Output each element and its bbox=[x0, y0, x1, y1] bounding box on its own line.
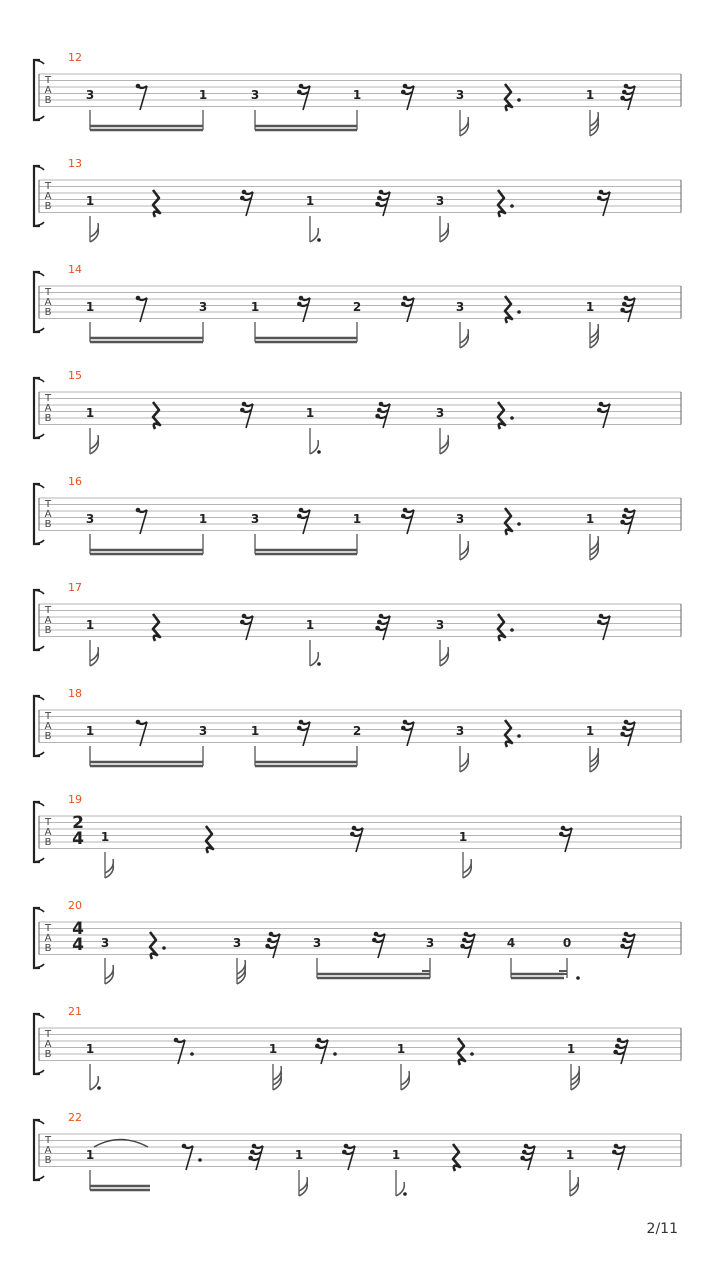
measure-number: 16 bbox=[68, 475, 82, 488]
fret-number: 1 bbox=[585, 300, 595, 314]
measure-number: 14 bbox=[68, 263, 82, 276]
tab-clef-letter: B bbox=[44, 943, 52, 954]
rest-dot-head bbox=[622, 514, 627, 519]
rest-dot-head bbox=[620, 520, 625, 525]
rest-dot bbox=[517, 98, 521, 102]
fret-number: 1 bbox=[305, 194, 315, 208]
rest-dot bbox=[470, 1052, 474, 1056]
rest-dot-head bbox=[297, 514, 302, 519]
fret-number: 1 bbox=[250, 300, 260, 314]
fret-number: 3 bbox=[455, 512, 465, 526]
rest-dot-head bbox=[615, 1044, 620, 1049]
rest-dot-head bbox=[242, 402, 247, 407]
tab-clef-letter: T bbox=[44, 287, 52, 298]
tab-clef-letter: T bbox=[44, 605, 52, 616]
rest-dot-head bbox=[252, 1144, 257, 1149]
note-dot bbox=[317, 450, 321, 454]
rest-dot bbox=[162, 946, 166, 950]
fret-number: 3 bbox=[198, 300, 208, 314]
rest-dot-head bbox=[242, 614, 247, 619]
fret-number: 2 bbox=[352, 300, 362, 314]
rest-dot-head bbox=[352, 826, 357, 831]
tab-clef-letter: A bbox=[44, 509, 52, 520]
rest-dot-head bbox=[597, 196, 602, 201]
rest-dot bbox=[510, 204, 514, 208]
rest-dot-head bbox=[622, 726, 627, 731]
rest-dot-head bbox=[597, 620, 602, 625]
page-number: 2/11 bbox=[646, 1221, 678, 1237]
rest-dot-head bbox=[464, 932, 469, 937]
note-dot bbox=[97, 1086, 101, 1090]
rest-dot-head bbox=[379, 402, 384, 407]
rest-dot bbox=[517, 734, 521, 738]
rest-dot bbox=[517, 522, 521, 526]
measure-number: 15 bbox=[68, 369, 82, 382]
rest-dot-head bbox=[624, 296, 629, 301]
tab-clef-letter: B bbox=[44, 1155, 52, 1166]
rest-dot-head bbox=[315, 1044, 320, 1049]
rest-dot-head bbox=[299, 720, 304, 725]
fret-number: 0 bbox=[562, 936, 572, 950]
tab-clef-letter: B bbox=[44, 201, 52, 212]
fret-number: 3 bbox=[100, 936, 110, 950]
rest-dot-head bbox=[524, 1144, 529, 1149]
bracket-hook bbox=[34, 646, 44, 650]
rest-dot-head bbox=[403, 508, 408, 513]
rest-dot-head bbox=[299, 84, 304, 89]
tab-clef-letter: A bbox=[44, 1039, 52, 1050]
bracket-hook bbox=[34, 802, 44, 806]
rest-dot-head bbox=[297, 726, 302, 731]
rest-dot bbox=[190, 1052, 194, 1056]
fret-number: 1 bbox=[565, 1148, 575, 1162]
fret-number: 3 bbox=[250, 88, 260, 102]
rest-dot bbox=[333, 1052, 337, 1056]
staff-system bbox=[34, 51, 681, 136]
fret-number: 1 bbox=[352, 88, 362, 102]
rest-dot-head bbox=[617, 1038, 622, 1043]
tab-clef-letter: A bbox=[44, 191, 52, 202]
rest-dot-head bbox=[350, 832, 355, 837]
rest-dot-head bbox=[265, 944, 270, 949]
bracket-hook bbox=[34, 1120, 44, 1124]
quarter-rest bbox=[206, 826, 213, 853]
tab-clef-letter: A bbox=[44, 85, 52, 96]
bracket-hook bbox=[34, 116, 44, 120]
rest-dot-head bbox=[344, 1144, 349, 1149]
fret-number: 3 bbox=[455, 300, 465, 314]
fret-number: 3 bbox=[435, 194, 445, 208]
bracket-hook bbox=[34, 590, 44, 594]
bracket-hook bbox=[34, 858, 44, 862]
fret-number: 1 bbox=[85, 724, 95, 738]
rest-dot-head bbox=[403, 84, 408, 89]
fret-number: 1 bbox=[305, 406, 315, 420]
rest-dot-head bbox=[620, 308, 625, 313]
rest-dot-head bbox=[401, 90, 406, 95]
quarter-rest bbox=[505, 720, 512, 747]
rest-dot-head bbox=[379, 614, 384, 619]
rest-dot-head bbox=[614, 1144, 619, 1149]
bracket-hook bbox=[34, 964, 44, 968]
quarter-rest bbox=[153, 190, 160, 217]
time-signature-denominator: 4 bbox=[72, 935, 84, 955]
fret-number: 3 bbox=[85, 88, 95, 102]
fret-number: 2 bbox=[352, 724, 362, 738]
tab-clef-letter: B bbox=[44, 413, 52, 424]
quarter-rest bbox=[150, 932, 157, 959]
quarter-rest bbox=[458, 1038, 465, 1065]
rest-dot-head bbox=[267, 938, 272, 943]
quarter-rest bbox=[453, 1144, 460, 1171]
fret-number: 1 bbox=[352, 512, 362, 526]
rest-dot-head bbox=[403, 296, 408, 301]
bracket-hook bbox=[34, 166, 44, 170]
tab-clef-letter: T bbox=[44, 711, 52, 722]
tab-clef-letter: B bbox=[44, 625, 52, 636]
rest-dot bbox=[510, 416, 514, 420]
fret-number: 1 bbox=[100, 830, 110, 844]
rest-dot-head bbox=[597, 408, 602, 413]
note-dot bbox=[317, 238, 321, 242]
tab-clef-letter: T bbox=[44, 817, 52, 828]
rest-dot-head bbox=[520, 1156, 525, 1161]
rest-dot-head bbox=[622, 302, 627, 307]
rest-dot-head bbox=[375, 626, 380, 631]
fret-number: 1 bbox=[585, 512, 595, 526]
rest-dot-head bbox=[136, 84, 141, 89]
fret-number: 1 bbox=[85, 618, 95, 632]
bracket-hook bbox=[34, 1014, 44, 1018]
tab-clef-letter: A bbox=[44, 615, 52, 626]
measure-number: 18 bbox=[68, 687, 82, 700]
measure-number: 19 bbox=[68, 793, 82, 806]
staff-system bbox=[34, 581, 681, 666]
time-signature-numerator: 4 bbox=[72, 919, 84, 939]
fret-number: 3 bbox=[85, 512, 95, 526]
fret-number: 1 bbox=[198, 512, 208, 526]
bracket-hook bbox=[34, 752, 44, 756]
rest-dot-head bbox=[342, 1150, 347, 1155]
rest-dot-head bbox=[622, 938, 627, 943]
rest-dot-head bbox=[403, 720, 408, 725]
rest-dot-head bbox=[462, 938, 467, 943]
rest-dot-head bbox=[374, 932, 379, 937]
bracket-hook bbox=[34, 378, 44, 382]
fret-number: 3 bbox=[425, 936, 435, 950]
measure-number: 22 bbox=[68, 1111, 82, 1124]
bracket-hook bbox=[34, 1070, 44, 1074]
rest-dot-head bbox=[401, 726, 406, 731]
staff-system bbox=[34, 899, 681, 984]
rest-dot-head bbox=[624, 720, 629, 725]
tab-clef-letter: A bbox=[44, 721, 52, 732]
rest-dot-head bbox=[182, 1144, 187, 1149]
fret-number: 1 bbox=[85, 1042, 95, 1056]
rest-dot-head bbox=[460, 944, 465, 949]
quarter-rest bbox=[505, 84, 512, 111]
fret-number: 1 bbox=[585, 88, 595, 102]
tab-clef-letter: T bbox=[44, 75, 52, 86]
rest-dot-head bbox=[620, 96, 625, 101]
tab-clef-letter: T bbox=[44, 393, 52, 404]
staff-system bbox=[34, 793, 681, 878]
rest-dot-head bbox=[174, 1038, 179, 1043]
rest-dot-head bbox=[317, 1038, 322, 1043]
rest-dot-head bbox=[379, 190, 384, 195]
rest-dot-head bbox=[624, 508, 629, 513]
tab-clef-letter: T bbox=[44, 923, 52, 934]
rest-dot-head bbox=[250, 1150, 255, 1155]
bracket-hook bbox=[34, 328, 44, 332]
fret-number: 1 bbox=[391, 1148, 401, 1162]
quarter-rest bbox=[498, 402, 505, 429]
fret-number: 1 bbox=[268, 1042, 278, 1056]
staff-system bbox=[34, 1111, 681, 1196]
tab-clef-letter: T bbox=[44, 1029, 52, 1040]
staff-system bbox=[34, 687, 681, 772]
fret-number: 3 bbox=[198, 724, 208, 738]
note-flag bbox=[310, 652, 318, 666]
bracket-hook bbox=[34, 60, 44, 64]
fret-number: 3 bbox=[455, 88, 465, 102]
rest-dot-head bbox=[620, 944, 625, 949]
time-signature-denominator: 4 bbox=[72, 829, 84, 849]
quarter-rest bbox=[505, 296, 512, 323]
rest-dot-head bbox=[559, 832, 564, 837]
measure-number: 21 bbox=[68, 1005, 82, 1018]
rest-dot-head bbox=[136, 296, 141, 301]
fret-number: 1 bbox=[458, 830, 468, 844]
rest-dot-head bbox=[299, 508, 304, 513]
fret-number: 1 bbox=[294, 1148, 304, 1162]
rest-dot-head bbox=[624, 932, 629, 937]
staff-system bbox=[34, 1005, 681, 1090]
tab-clef-letter: B bbox=[44, 731, 52, 742]
rest-dot bbox=[510, 628, 514, 632]
rest-dot-head bbox=[401, 514, 406, 519]
rest-dot-head bbox=[401, 302, 406, 307]
rest-dot-head bbox=[377, 620, 382, 625]
fret-number: 3 bbox=[455, 724, 465, 738]
quarter-rest bbox=[505, 508, 512, 535]
bracket-hook bbox=[34, 272, 44, 276]
rest-dot-head bbox=[561, 826, 566, 831]
tab-clef-letter: T bbox=[44, 499, 52, 510]
rest-dot-head bbox=[269, 932, 274, 937]
fret-number: 1 bbox=[85, 300, 95, 314]
rest-dot-head bbox=[620, 732, 625, 737]
tab-clef-letter: A bbox=[44, 827, 52, 838]
rest-dot-head bbox=[372, 938, 377, 943]
note-flag bbox=[310, 440, 318, 454]
quarter-rest bbox=[153, 614, 160, 641]
fret-number: 1 bbox=[85, 1148, 95, 1162]
tab-clef-letter: A bbox=[44, 933, 52, 944]
fret-number: 3 bbox=[232, 936, 242, 950]
tab-clef-letter: B bbox=[44, 95, 52, 106]
quarter-rest bbox=[498, 190, 505, 217]
rest-dot-head bbox=[248, 1156, 253, 1161]
tab-clef-letter: B bbox=[44, 307, 52, 318]
note-flag bbox=[310, 228, 318, 242]
tab-clef-letter: B bbox=[44, 837, 52, 848]
fret-number: 1 bbox=[85, 406, 95, 420]
measure-number: 17 bbox=[68, 581, 82, 594]
staff-system bbox=[34, 157, 681, 242]
rest-dot bbox=[198, 1158, 202, 1162]
rest-dot-head bbox=[240, 408, 245, 413]
rest-dot-head bbox=[377, 196, 382, 201]
fret-number: 3 bbox=[435, 406, 445, 420]
measure-number: 13 bbox=[68, 157, 82, 170]
rest-dot-head bbox=[612, 1150, 617, 1155]
rest-dot-head bbox=[299, 296, 304, 301]
tab-clef-letter: T bbox=[44, 1135, 52, 1146]
rest-dot-head bbox=[297, 90, 302, 95]
rest-dot-head bbox=[599, 402, 604, 407]
rest-dot-head bbox=[240, 196, 245, 201]
rest-dot-head bbox=[375, 414, 380, 419]
staff-system bbox=[34, 369, 681, 454]
bracket-hook bbox=[34, 1176, 44, 1180]
quarter-rest bbox=[153, 402, 160, 429]
rest-dot-head bbox=[375, 202, 380, 207]
fret-number: 3 bbox=[250, 512, 260, 526]
rest-dot-head bbox=[613, 1050, 618, 1055]
note-flag bbox=[396, 1182, 404, 1196]
rest-dot-head bbox=[624, 84, 629, 89]
rest-dot bbox=[517, 310, 521, 314]
staff-system bbox=[34, 475, 681, 560]
fret-number: 1 bbox=[198, 88, 208, 102]
rest-dot-head bbox=[242, 190, 247, 195]
tab-clef-letter: A bbox=[44, 403, 52, 414]
bracket-hook bbox=[34, 696, 44, 700]
measure-number: 20 bbox=[68, 899, 82, 912]
fret-number: 3 bbox=[435, 618, 445, 632]
bracket-hook bbox=[34, 908, 44, 912]
tab-clef-letter: B bbox=[44, 1049, 52, 1060]
staff-system bbox=[34, 263, 681, 348]
fret-number: 3 bbox=[312, 936, 322, 950]
note-dot bbox=[403, 1192, 407, 1196]
rest-dot-head bbox=[599, 190, 604, 195]
bracket-hook bbox=[34, 222, 44, 226]
rest-dot-head bbox=[522, 1150, 527, 1155]
bracket-hook bbox=[34, 434, 44, 438]
measure-number: 12 bbox=[68, 51, 82, 64]
time-signature-numerator: 2 bbox=[72, 813, 84, 833]
bracket-hook bbox=[34, 540, 44, 544]
fret-number: 1 bbox=[85, 194, 95, 208]
note-dot bbox=[317, 662, 321, 666]
tab-clef-letter: B bbox=[44, 519, 52, 530]
fret-number: 1 bbox=[566, 1042, 576, 1056]
rest-dot-head bbox=[136, 720, 141, 725]
rest-dot-head bbox=[240, 620, 245, 625]
rest-dot-head bbox=[622, 90, 627, 95]
note-flag bbox=[90, 1076, 98, 1090]
fret-number: 1 bbox=[305, 618, 315, 632]
fret-number: 1 bbox=[250, 724, 260, 738]
tab-clef-letter: T bbox=[44, 181, 52, 192]
tab-clef-letter: A bbox=[44, 1145, 52, 1156]
rest-dot-head bbox=[297, 302, 302, 307]
rest-dot-head bbox=[599, 614, 604, 619]
fret-number: 1 bbox=[396, 1042, 406, 1056]
fret-number: 1 bbox=[585, 724, 595, 738]
rest-dot-head bbox=[377, 408, 382, 413]
quarter-rest bbox=[498, 614, 505, 641]
tab-clef-letter: A bbox=[44, 297, 52, 308]
fret-number: 4 bbox=[506, 936, 516, 950]
note-dot bbox=[576, 976, 580, 980]
bracket-hook bbox=[34, 484, 44, 488]
rest-dot-head bbox=[136, 508, 141, 513]
